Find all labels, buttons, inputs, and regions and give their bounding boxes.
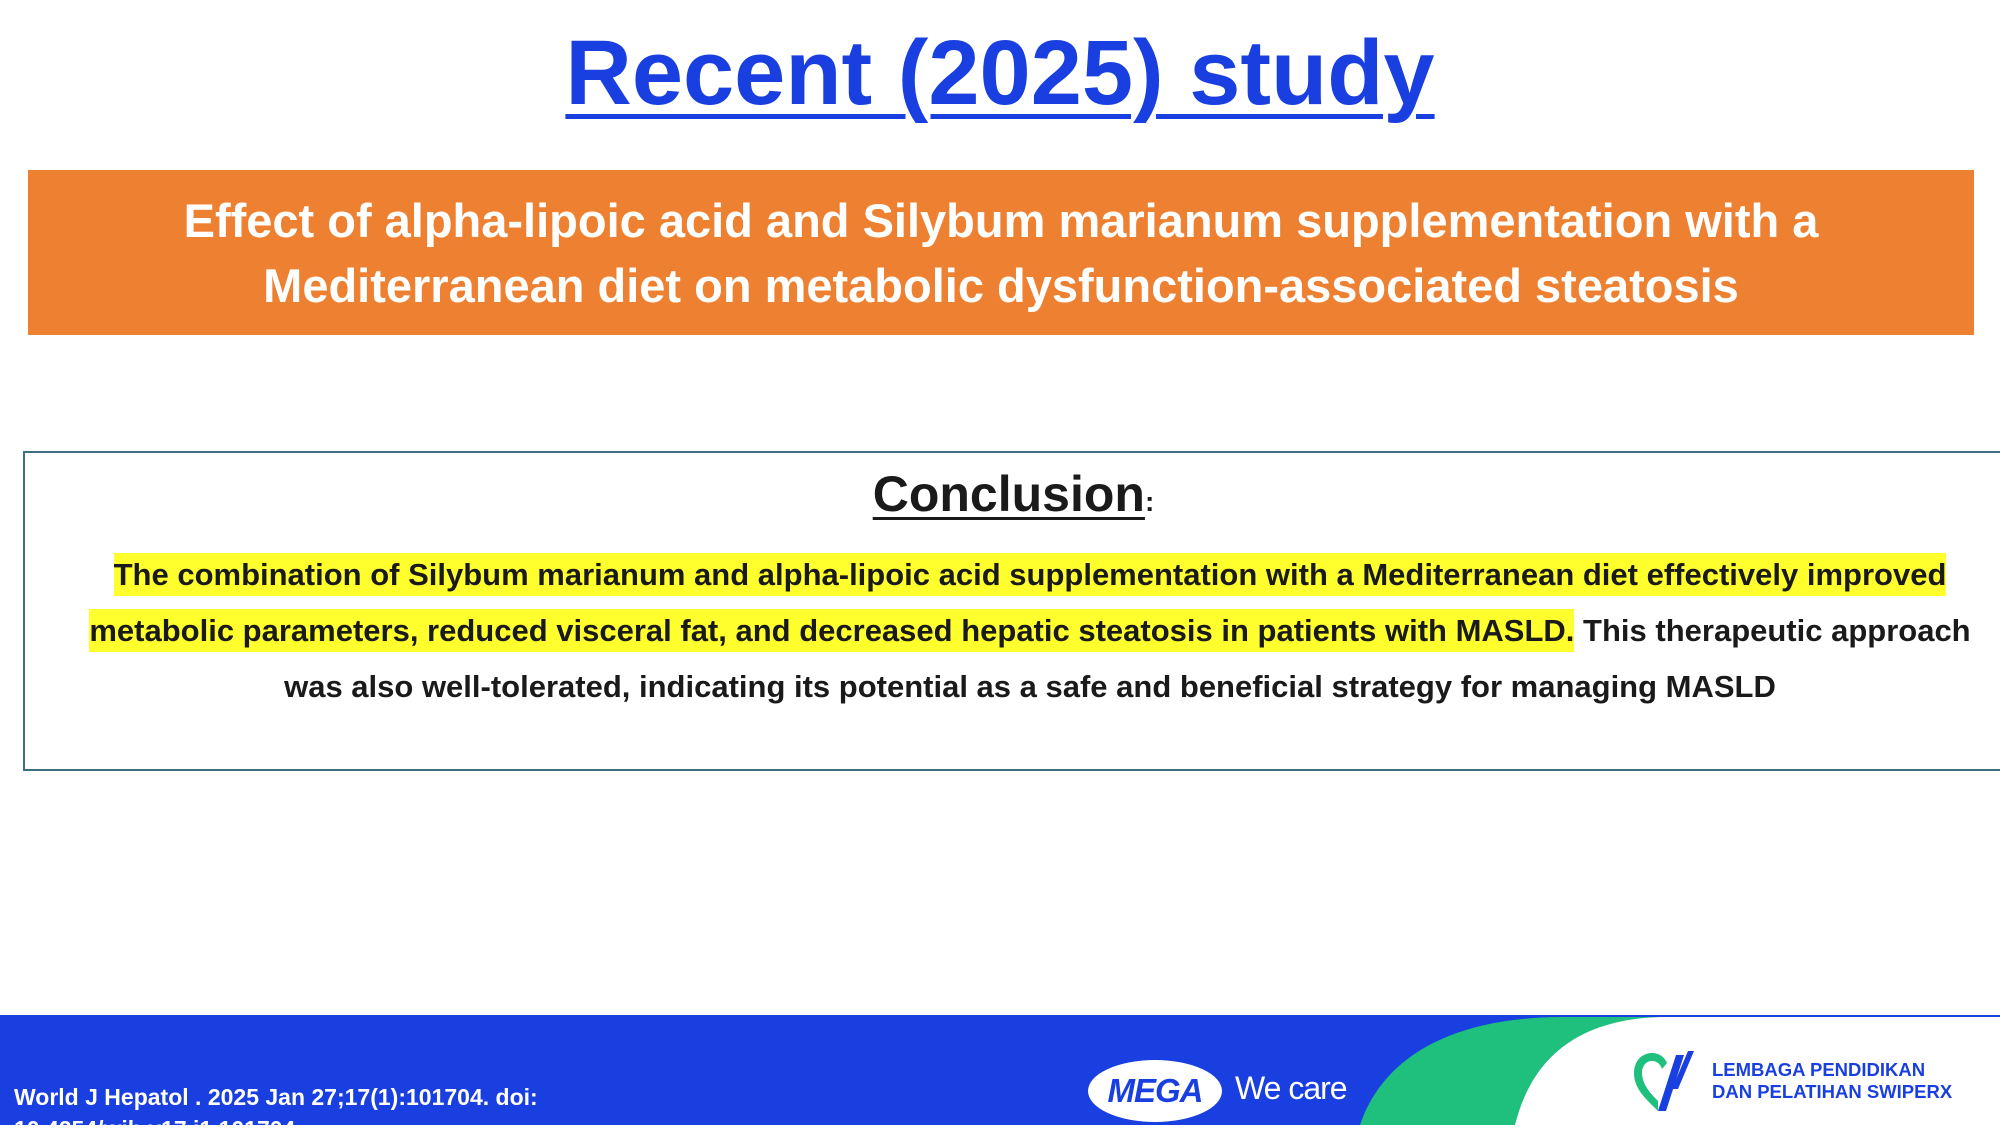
conclusion-normal-text: This therapeutic approach was also well-tolerated, indicating its potential as a safe and beneficial strategy for managing MASLD (284, 613, 1971, 704)
slide-title-link[interactable]: Recent (2025) study (565, 22, 1435, 124)
citation-text: World J Hepatol . 2025 Jan 27;17(1):101704. doi: 10.4254/wjh.v17.i1.101704 (14, 1084, 538, 1142)
tagline: We care (1235, 1070, 1347, 1106)
study-title-banner (28, 170, 1974, 335)
conclusion-text (65, 547, 1995, 715)
organization-name-line2: DAN PELATIHAN SWIPERX (1712, 1081, 1953, 1102)
study-title: Effect of alpha-lipoic acid and Silybum marianum supplementation with a Mediterranean diet on metabolic dysfunction-associated steatosis (183, 193, 1819, 312)
mega-logo-text: MEGA (1107, 1072, 1203, 1109)
conclusion-heading-colon: : (1144, 486, 1155, 517)
conclusion-box (23, 451, 2000, 771)
conclusion-heading-word: Conclusion (872, 466, 1145, 522)
heart-icon (1632, 1049, 1702, 1115)
organization-name-line1: LEMBAGA PENDIDIKAN (1712, 1059, 1926, 1080)
slide-title (0, 14, 2000, 132)
conclusion-heading (25, 465, 2002, 523)
organization-name (1712, 1059, 1952, 1103)
conclusion-highlighted-text: The combination of Silybum marianum and alpha-lipoic acid supplementation with a Mediterranean diet effectively improved metabolic parameters, reduced visceral fat, and decreased hepatic steatosis in patients with MASLD. (89, 553, 1946, 652)
mega-logo (1088, 1060, 1222, 1122)
footer-bar (0, 1015, 2000, 1142)
